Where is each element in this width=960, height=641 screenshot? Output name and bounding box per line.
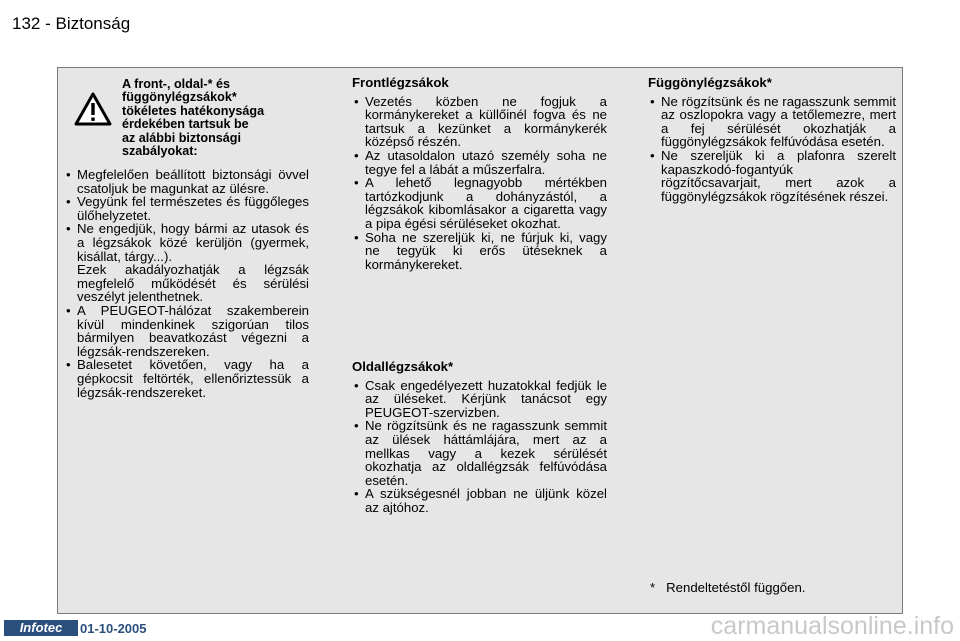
- list-item: • Ne szereljük ki a plafonra szerelt kapaszkodó-fogantyúk rögzítőcsavarjait, mert azok a függönylégzsákok rögzítésének részei.: [648, 149, 896, 203]
- list-item: • Vegyünk fel természetes és függőleges ülőhelyzetet.: [64, 195, 309, 222]
- curtain-list: [648, 95, 896, 204]
- list-item-continuation: Ezek akadályozhatják a légzsák megfelelő működését és sérülési veszélyt jelenthetnek.: [77, 262, 309, 305]
- list-item: • Az utasoldalon utazó személy soha ne tegye fel a lábát a műszerfalra.: [352, 149, 607, 176]
- warning-line: érdekében tartsuk be: [122, 117, 249, 132]
- general-rules-list: [64, 168, 309, 399]
- warning-line: szabályokat:: [122, 144, 198, 159]
- content-box: [57, 67, 903, 614]
- list-item: • Ne rögzítsünk és ne ragasszunk semmit az oszlopokra vagy a tetőlemezre, mert a fej sérülését okozhatják a függönylégzsákok felfúvódása esetén.: [648, 95, 896, 149]
- list-item: • Csak engedélyezett huzatokkal fedjük le az üléseket. Kérjünk tanácsot egy PEUGEOT-szervizben.: [352, 379, 607, 420]
- footnote: [650, 580, 805, 595]
- footnote-text: Rendeltetéstől függően.: [666, 580, 806, 595]
- column-side-airbags: [352, 360, 607, 515]
- watermark: carmanualsonline.info: [710, 612, 954, 640]
- section-title: Biztonság: [55, 14, 131, 33]
- footnote-mark: *: [650, 580, 656, 595]
- warning-line: tökéletes hatékonysága: [122, 103, 265, 118]
- footer-date: 01-10-2005: [80, 621, 147, 636]
- warning-line: A front-, oldal-* és: [122, 77, 230, 91]
- page-header: [12, 14, 130, 34]
- list-item: • Megfelelően beállított biztonsági övvel csatoljuk be magunkat az ülésre.: [64, 168, 309, 195]
- infotec-logo: Infotec: [4, 620, 78, 636]
- column-frontal-airbags: [352, 76, 607, 271]
- frontal-heading: Frontlégzsákok: [352, 75, 449, 90]
- list-item: • Soha ne szereljük ki, ne fúrjuk ki, vagy ne tegyük ki erős ütéseknek a kormánykereket.: [352, 231, 607, 272]
- curtain-heading: Függönylégzsákok*: [648, 75, 772, 90]
- warning-triangle-icon: [74, 92, 112, 126]
- warning-line: az alábbi biztonsági: [122, 130, 241, 145]
- list-item: • A lehető legnagyobb mértékben tartózkodjunk a dohányzástól, a légzsákok kibomlásakor a cigaretta vagy a pipa égési sérüléseket okozhat.: [352, 176, 607, 230]
- warning-text: [122, 78, 282, 158]
- frontal-list: [352, 95, 607, 272]
- page-number: 132: [12, 14, 41, 33]
- column-curtain-airbags: [648, 76, 896, 203]
- list-item: • A szükségesnél jobban ne üljünk közel az ajtóhoz.: [352, 487, 607, 514]
- list-item: • A PEUGEOT-hálózat szakemberein kívül mindenkinek szigorúan tilos bármilyen beavatkozást végezni a légzsák-rendszereken.: [64, 304, 309, 358]
- side-heading: Oldallégzsákok*: [352, 359, 454, 374]
- list-item: • Vezetés közben ne fogjuk a kormánykereket a küllőinél fogva és ne tartsuk a kezünket a kormánykerék középső részén.: [352, 95, 607, 149]
- warning-block: [64, 76, 309, 162]
- list-item: • Ne engedjük, hogy bármi az utasok és a légzsákok közé kerüljön (gyermek, kisállat, tárgy...).: [64, 222, 309, 263]
- header-separator: -: [45, 14, 51, 33]
- column-general-rules: [64, 76, 309, 399]
- side-list: [352, 379, 607, 515]
- warning-line: függönylégzsákok*: [122, 90, 237, 105]
- list-item: • Balesetet követően, vagy ha a gépkocsit feltörték, ellenőriztessük a légzsák-rendszereket.: [64, 358, 309, 399]
- list-item: • Ne rögzítsünk és ne ragasszunk semmit az ülések háttámlájára, mert az a mellkas vagy a kezek sérülését okozhatja az oldallégzsák felfúvódása esetén.: [352, 419, 607, 487]
